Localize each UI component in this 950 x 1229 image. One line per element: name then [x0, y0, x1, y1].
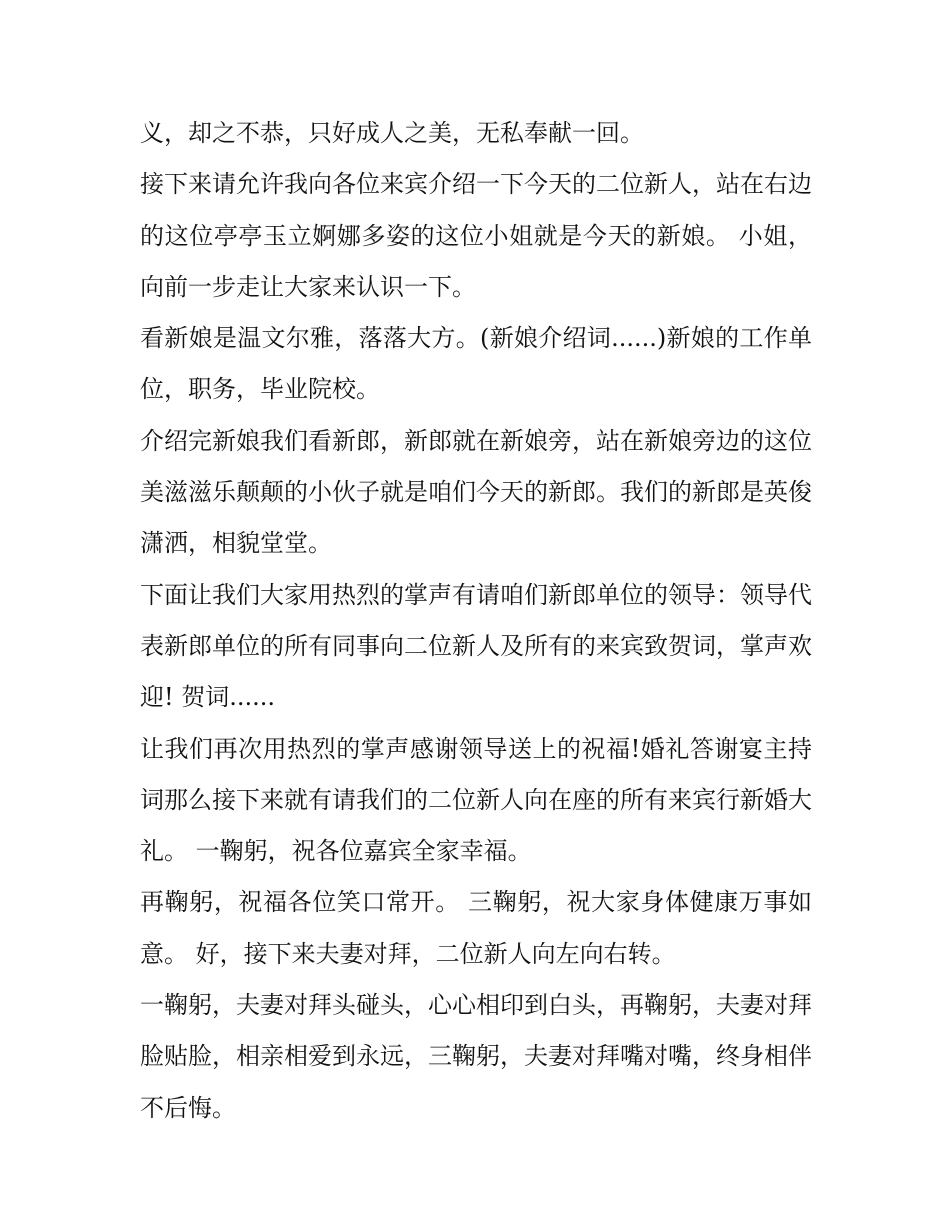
paragraph-7: 再鞠躬，祝福各位笑口常开。 三鞠躬，祝大家身体健康万事如意。 好，接下来夫妻对拜，二位新人向左向右转。 [140, 888, 812, 968]
paragraph-5: 下面让我们大家用热烈的掌声有请咱们新郎单位的领导：领导代表新郎单位的所有同事向二位新人及所有的来宾致贺词，掌声欢迎! 贺词...... [140, 580, 812, 712]
paragraph-8: 一鞠躬，夫妻对拜头碰头，心心相印到白头，再鞠躬，夫妻对拜脸贴脸，相亲相爱到永远，三鞠躬，夫妻对拜嘴对嘴，终身相伴不后悔。 [140, 991, 812, 1122]
paragraph-4: 介绍完新娘我们看新郎，新郎就在新娘旁，站在新娘旁边的这位美滋滋乐颠颠的小伙子就是咱们今天的新郎。我们的新郎是英俊潇洒，相貌堂堂。 [140, 426, 812, 558]
paragraph-6: 让我们再次用热烈的掌声感谢领导送上的祝福!婚礼答谢宴主持词那么接下来就有请我们的二位新人向在座的所有来宾行新婚大礼。 一鞠躬，祝各位嘉宾全家幸福。 [140, 734, 812, 866]
paragraph-2: 接下来请允许我向各位来宾介绍一下今天的二位新人，站在右边的这位亭亭玉立婀娜多姿的这位小姐就是今天的新娘。 小姐，向前一步走让大家来认识一下。 [140, 170, 812, 301]
document-body [140, 108, 812, 1134]
paragraph-1: 义，却之不恭，只好成人之美，无私奉献一回。 [140, 119, 644, 147]
paragraph-3: 看新娘是温文尔雅，落落大方。(新娘介绍词......)新娘的工作单位，职务，毕业院校。 [140, 324, 812, 404]
